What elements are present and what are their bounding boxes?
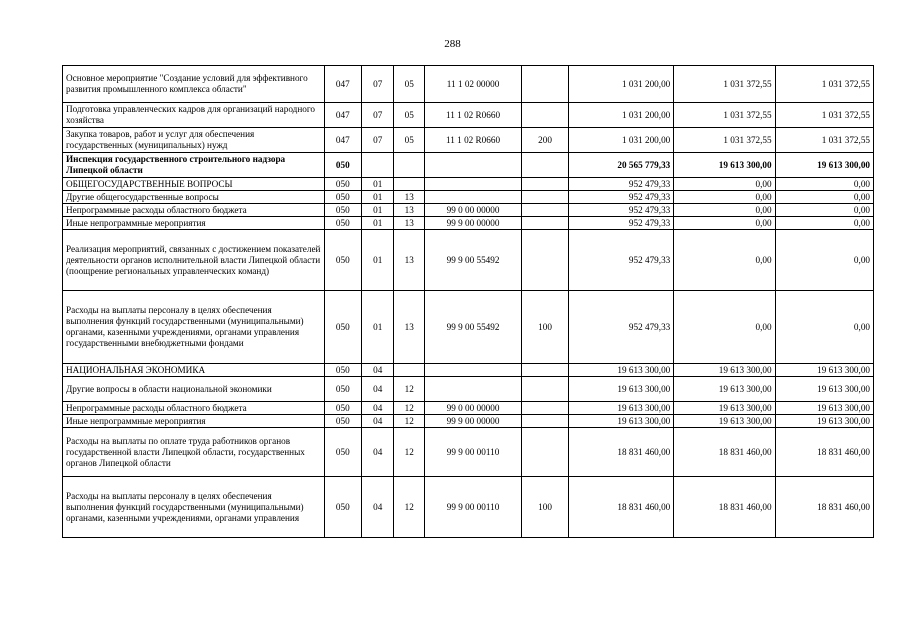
amount-1: 18 831 460,00 [568, 477, 673, 538]
table-row [63, 217, 874, 230]
row-name: Иные непрограммные мероприятия [63, 217, 325, 230]
subsection-code: 12 [394, 415, 424, 428]
row-name: ОБЩЕГОСУДАРСТВЕННЫЕ ВОПРОСЫ [63, 178, 325, 191]
subsection-code: 13 [394, 217, 424, 230]
row-name: Другие общегосударственные вопросы [63, 191, 325, 204]
table-row [63, 204, 874, 217]
row-name: Подготовка управленческих кадров для организаций народного хозяйства [63, 103, 325, 128]
row-name: Закупка товаров, работ и услуг для обеспечения государственных (муниципальных) нужд [63, 128, 325, 153]
table-row [63, 128, 874, 153]
row-name: Расходы на выплаты персоналу в целях обеспечения выполнения функций государственными (муниципальными) органами, казенными учреждениями, органами управления [63, 477, 325, 538]
subsection-code: 12 [394, 477, 424, 538]
amount-2: 19 613 300,00 [674, 402, 775, 415]
expense-type-code [522, 428, 569, 477]
expense-type-code [522, 402, 569, 415]
target-code: 11 1 02 R0660 [424, 103, 521, 128]
amount-2: 0,00 [674, 291, 775, 364]
table-row [63, 103, 874, 128]
row-name: Другие вопросы в области национальной экономики [63, 377, 325, 402]
subsection-code: 13 [394, 291, 424, 364]
subsection-code: 12 [394, 402, 424, 415]
subsection-code: 13 [394, 204, 424, 217]
amount-3: 0,00 [775, 178, 873, 191]
subsection-code: 05 [394, 66, 424, 103]
row-name: Основное мероприятие "Создание условий для эффективного развития промышленного комплекса области" [63, 66, 325, 103]
target-code: 99 9 00 00000 [424, 217, 521, 230]
row-name: Иные непрограммные мероприятия [63, 415, 325, 428]
admin-code: 050 [324, 477, 362, 538]
amount-3: 0,00 [775, 291, 873, 364]
amount-3: 19 613 300,00 [775, 153, 873, 178]
expense-type-code [522, 66, 569, 103]
row-name: Непрограммные расходы областного бюджета [63, 402, 325, 415]
amount-2: 19 613 300,00 [674, 377, 775, 402]
table-row [63, 377, 874, 402]
admin-code: 047 [324, 128, 362, 153]
section-code: 04 [362, 364, 394, 377]
admin-code: 050 [324, 428, 362, 477]
amount-3: 1 031 372,55 [775, 128, 873, 153]
target-code: 99 9 00 55492 [424, 230, 521, 291]
row-name: Реализация мероприятий, связанных с достижением показателей деятельности органов исполнительной власти Липецкой области (поощрение региональных управленческих команд) [63, 230, 325, 291]
amount-2: 19 613 300,00 [674, 153, 775, 178]
table-row [63, 477, 874, 538]
amount-1: 952 479,33 [568, 291, 673, 364]
subsection-code [394, 153, 424, 178]
admin-code: 050 [324, 364, 362, 377]
target-code: 99 9 00 00110 [424, 428, 521, 477]
row-name: Расходы на выплаты по оплате труда работников органов государственной власти Липецкой области, государственных органов Липецкой области [63, 428, 325, 477]
section-code: 07 [362, 66, 394, 103]
expense-type-code [522, 178, 569, 191]
target-code [424, 364, 521, 377]
amount-2: 19 613 300,00 [674, 415, 775, 428]
expense-type-code [522, 103, 569, 128]
table-row [63, 66, 874, 103]
expense-type-code: 100 [522, 291, 569, 364]
admin-code: 050 [324, 153, 362, 178]
expense-type-code [522, 204, 569, 217]
amount-1: 952 479,33 [568, 230, 673, 291]
amount-3: 0,00 [775, 191, 873, 204]
amount-2: 0,00 [674, 204, 775, 217]
amount-1: 952 479,33 [568, 204, 673, 217]
amount-1: 1 031 200,00 [568, 66, 673, 103]
row-name: Расходы на выплаты персоналу в целях обеспечения выполнения функций государственными (муниципальными) органами, казенными учреждениями, органами управления государственными внебюджетными фондами [63, 291, 325, 364]
admin-code: 047 [324, 66, 362, 103]
table-row [63, 153, 874, 178]
admin-code: 050 [324, 415, 362, 428]
admin-code: 047 [324, 103, 362, 128]
amount-2: 1 031 372,55 [674, 103, 775, 128]
section-code: 04 [362, 428, 394, 477]
target-code [424, 153, 521, 178]
table-row [63, 178, 874, 191]
row-name: Инспекция государственного строительного надзора Липецкой области [63, 153, 325, 178]
expense-type-code [522, 153, 569, 178]
table-row [63, 191, 874, 204]
budget-table [62, 65, 874, 538]
section-code: 04 [362, 415, 394, 428]
row-name: Непрограммные расходы областного бюджета [63, 204, 325, 217]
target-code: 11 1 02 R0660 [424, 128, 521, 153]
admin-code: 050 [324, 230, 362, 291]
amount-3: 19 613 300,00 [775, 415, 873, 428]
section-code [362, 153, 394, 178]
amount-3: 1 031 372,55 [775, 103, 873, 128]
subsection-code: 12 [394, 377, 424, 402]
amount-1: 952 479,33 [568, 178, 673, 191]
subsection-code: 13 [394, 191, 424, 204]
target-code [424, 191, 521, 204]
amount-2: 1 031 372,55 [674, 128, 775, 153]
expense-type-code [522, 415, 569, 428]
amount-1: 952 479,33 [568, 217, 673, 230]
section-code: 04 [362, 402, 394, 415]
expense-type-code [522, 364, 569, 377]
table-row [63, 364, 874, 377]
amount-2: 19 613 300,00 [674, 364, 775, 377]
amount-1: 19 613 300,00 [568, 364, 673, 377]
subsection-code: 12 [394, 428, 424, 477]
amount-1: 1 031 200,00 [568, 128, 673, 153]
amount-1: 19 613 300,00 [568, 402, 673, 415]
subsection-code: 05 [394, 128, 424, 153]
admin-code: 050 [324, 402, 362, 415]
section-code: 01 [362, 230, 394, 291]
target-code: 99 0 00 00000 [424, 204, 521, 217]
admin-code: 050 [324, 191, 362, 204]
amount-2: 0,00 [674, 191, 775, 204]
section-code: 01 [362, 204, 394, 217]
amount-2: 1 031 372,55 [674, 66, 775, 103]
subsection-code: 13 [394, 230, 424, 291]
admin-code: 050 [324, 178, 362, 191]
amount-3: 0,00 [775, 204, 873, 217]
subsection-code [394, 364, 424, 377]
amount-1: 20 565 779,33 [568, 153, 673, 178]
section-code: 04 [362, 377, 394, 402]
page-number: 288 [444, 38, 461, 50]
expense-type-code [522, 230, 569, 291]
target-code: 99 9 00 00110 [424, 477, 521, 538]
amount-2: 18 831 460,00 [674, 428, 775, 477]
table-row [63, 415, 874, 428]
amount-2: 0,00 [674, 217, 775, 230]
table-row [63, 428, 874, 477]
amount-3: 19 613 300,00 [775, 402, 873, 415]
table-row [63, 402, 874, 415]
target-code: 99 9 00 00000 [424, 415, 521, 428]
subsection-code: 05 [394, 103, 424, 128]
admin-code: 050 [324, 377, 362, 402]
amount-2: 0,00 [674, 178, 775, 191]
target-code: 11 1 02 00000 [424, 66, 521, 103]
amount-3: 19 613 300,00 [775, 377, 873, 402]
amount-3: 1 031 372,55 [775, 66, 873, 103]
admin-code: 050 [324, 204, 362, 217]
admin-code: 050 [324, 291, 362, 364]
expense-type-code [522, 191, 569, 204]
section-code: 01 [362, 291, 394, 364]
amount-1: 19 613 300,00 [568, 415, 673, 428]
amount-3: 0,00 [775, 217, 873, 230]
expense-type-code [522, 217, 569, 230]
amount-1: 1 031 200,00 [568, 103, 673, 128]
table-row [63, 230, 874, 291]
amount-1: 18 831 460,00 [568, 428, 673, 477]
section-code: 04 [362, 477, 394, 538]
table-row [63, 291, 874, 364]
amount-3: 0,00 [775, 230, 873, 291]
target-code [424, 178, 521, 191]
expense-type-code: 200 [522, 128, 569, 153]
section-code: 01 [362, 191, 394, 204]
expense-type-code: 100 [522, 477, 569, 538]
amount-2: 0,00 [674, 230, 775, 291]
target-code: 99 0 00 00000 [424, 402, 521, 415]
subsection-code [394, 178, 424, 191]
section-code: 01 [362, 217, 394, 230]
expense-type-code [522, 377, 569, 402]
section-code: 07 [362, 103, 394, 128]
section-code: 07 [362, 128, 394, 153]
amount-3: 18 831 460,00 [775, 477, 873, 538]
admin-code: 050 [324, 217, 362, 230]
amount-1: 19 613 300,00 [568, 377, 673, 402]
row-name: НАЦИОНАЛЬНАЯ ЭКОНОМИКА [63, 364, 325, 377]
amount-3: 18 831 460,00 [775, 428, 873, 477]
amount-3: 19 613 300,00 [775, 364, 873, 377]
amount-2: 18 831 460,00 [674, 477, 775, 538]
amount-1: 952 479,33 [568, 191, 673, 204]
section-code: 01 [362, 178, 394, 191]
target-code: 99 9 00 55492 [424, 291, 521, 364]
target-code [424, 377, 521, 402]
